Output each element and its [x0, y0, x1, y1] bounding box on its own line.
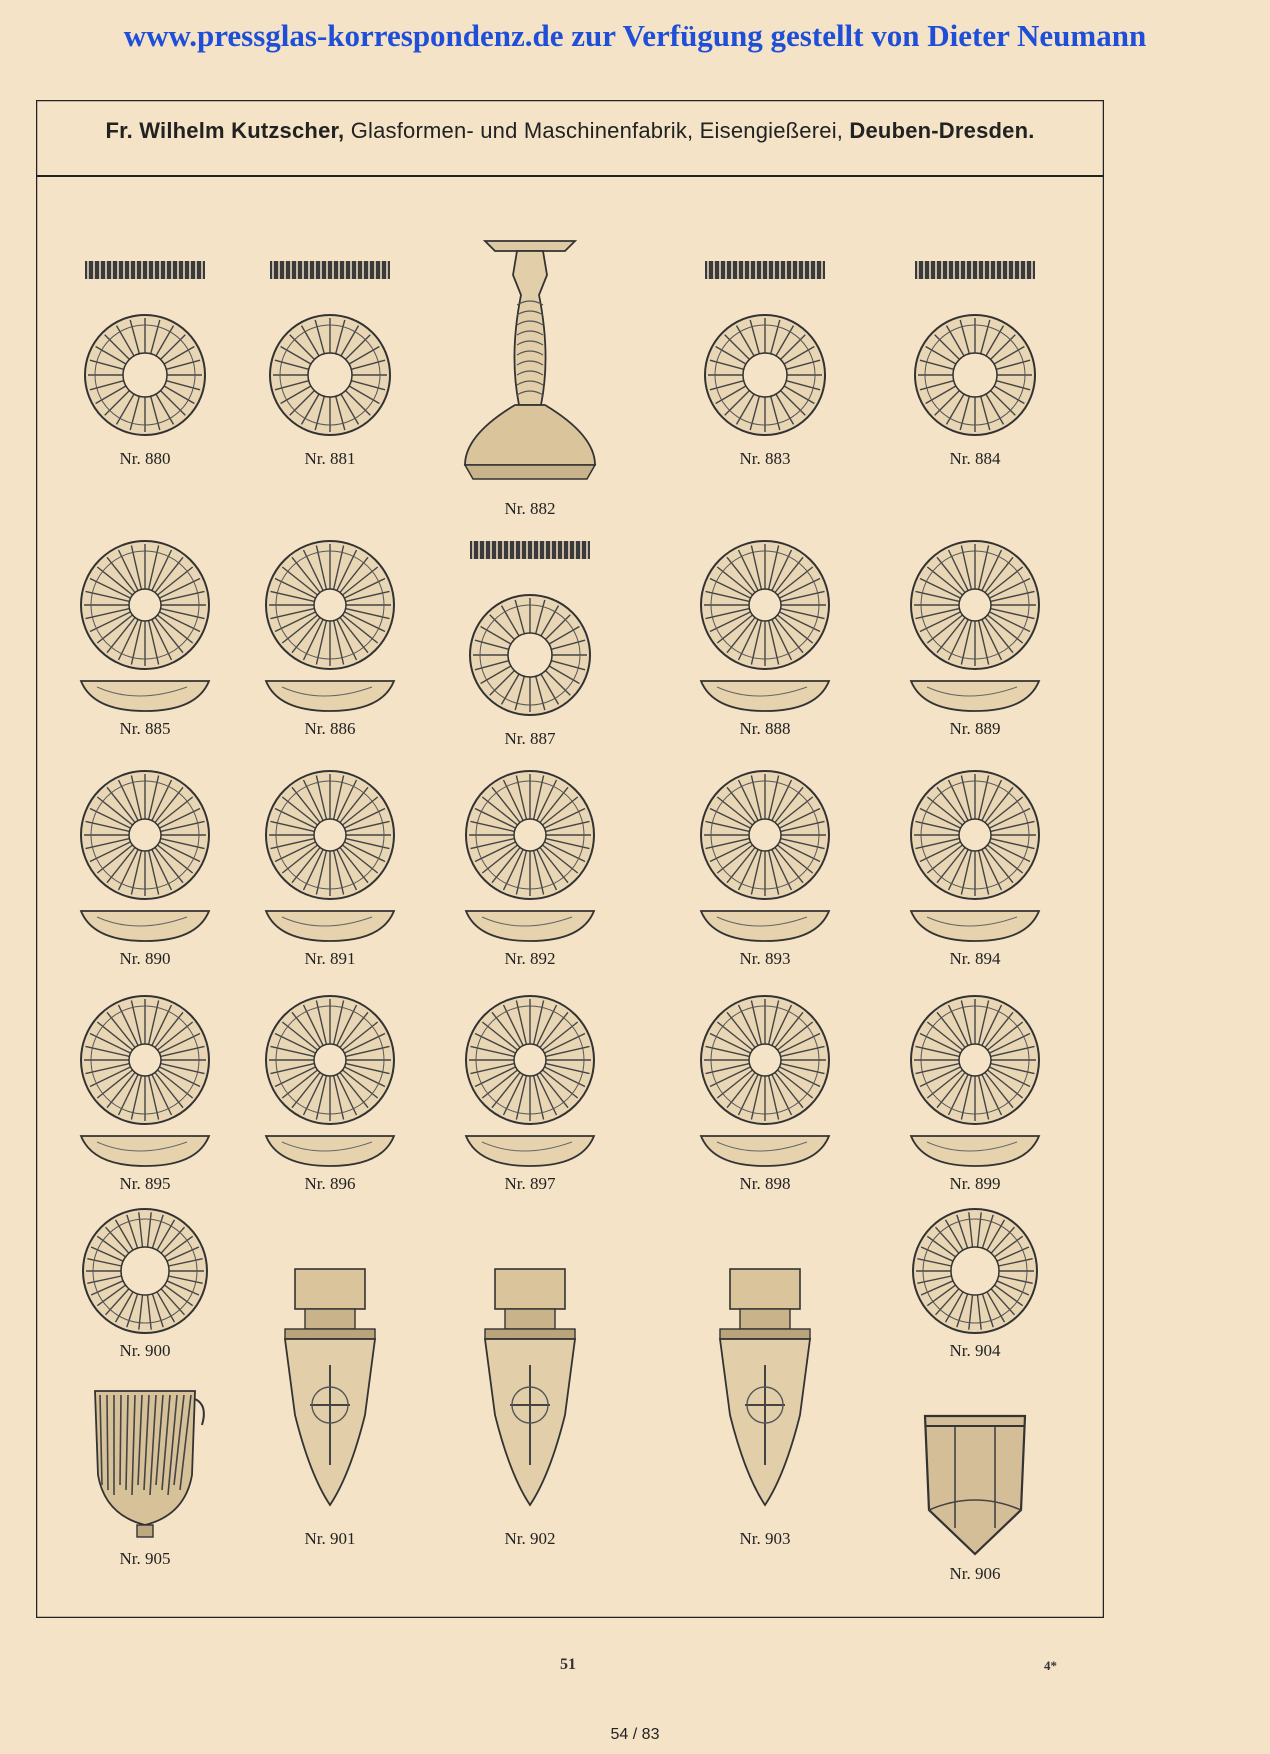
- item-number-label: Nr. 880: [119, 449, 171, 468]
- item-illustration: [900, 255, 1050, 445]
- signature-mark: 4*: [1044, 1658, 1057, 1673]
- item-illustration: [455, 535, 605, 725]
- catalog-item: [255, 990, 405, 1194]
- catalog-item: [455, 1265, 605, 1549]
- item-illustration: [900, 1205, 1050, 1337]
- item-illustration: [70, 535, 220, 715]
- company-description: Glasformen- und Maschinenfabrik, Eisengießerei,: [350, 118, 844, 143]
- catalog-item: [455, 535, 605, 749]
- item-illustration: [690, 765, 840, 945]
- catalog-item: [690, 255, 840, 469]
- catalog-item: [70, 1385, 220, 1569]
- catalog-item: [255, 255, 405, 469]
- item-number-label: Nr. 904: [949, 1341, 1001, 1360]
- item-number-label: Nr. 901: [304, 1529, 356, 1548]
- catalog-item: [900, 990, 1050, 1194]
- item-number-label: Nr. 896: [304, 1174, 356, 1193]
- company-header: [36, 118, 1104, 144]
- item-number-label: Nr. 889: [949, 719, 1001, 738]
- item-illustration: [70, 1385, 220, 1545]
- item-illustration: [690, 1265, 840, 1525]
- catalog-item: [70, 1205, 220, 1361]
- pdf-page-counter: 54 / 83: [610, 1726, 660, 1743]
- item-illustration: [70, 990, 220, 1170]
- item-number-label: Nr. 897: [504, 1174, 556, 1193]
- item-illustration: [255, 990, 405, 1170]
- item-number-label: Nr. 893: [739, 949, 791, 968]
- catalog-item: [900, 1410, 1050, 1584]
- item-illustration: [455, 1265, 605, 1525]
- item-illustration: [255, 765, 405, 945]
- item-number-label: Nr. 887: [504, 729, 556, 748]
- item-number-label: Nr. 906: [949, 1564, 1001, 1583]
- item-number-label: Nr. 882: [504, 499, 556, 518]
- item-illustration: [900, 990, 1050, 1170]
- catalog-item: [690, 765, 840, 969]
- catalog-item: [900, 1205, 1050, 1361]
- item-illustration: [255, 255, 405, 445]
- item-illustration: [70, 765, 220, 945]
- item-number-label: Nr. 899: [949, 1174, 1001, 1193]
- catalog-item: [455, 765, 605, 969]
- item-number-label: Nr. 885: [119, 719, 171, 738]
- catalog-item: [455, 235, 605, 519]
- item-number-label: Nr. 883: [739, 449, 791, 468]
- catalog-item: [690, 535, 840, 739]
- item-illustration: [255, 1265, 405, 1525]
- catalog-item: [70, 255, 220, 469]
- catalog-item: [70, 765, 220, 969]
- item-number-label: Nr. 902: [504, 1529, 556, 1548]
- catalog-item: [900, 765, 1050, 969]
- catalog-item: [690, 1265, 840, 1549]
- item-illustration: [70, 1205, 220, 1337]
- item-number-label: Nr. 892: [504, 949, 556, 968]
- page-number: 51: [560, 1656, 576, 1673]
- catalog-item: [255, 765, 405, 969]
- catalog-item: [255, 535, 405, 739]
- company-location: Deuben-Dresden.: [849, 118, 1035, 143]
- item-number-label: Nr. 888: [739, 719, 791, 738]
- catalog-item: [900, 535, 1050, 739]
- item-illustration: [455, 235, 605, 495]
- item-number-label: Nr. 903: [739, 1529, 791, 1548]
- catalog-item: [690, 990, 840, 1194]
- item-number-label: Nr. 890: [119, 949, 171, 968]
- item-number-label: Nr. 900: [119, 1341, 171, 1360]
- item-number-label: Nr. 894: [949, 949, 1001, 968]
- catalog-item: [900, 255, 1050, 469]
- catalog-item: [70, 535, 220, 739]
- source-link[interactable]: www.pressglas-korrespondenz.de zur Verfügung gestellt von Dieter Neumann: [123, 18, 1147, 53]
- item-illustration: [900, 535, 1050, 715]
- item-number-label: Nr. 895: [119, 1174, 171, 1193]
- item-illustration: [690, 535, 840, 715]
- item-number-label: Nr. 905: [119, 1549, 171, 1568]
- company-name: Fr. Wilhelm Kutzscher,: [105, 118, 345, 143]
- catalog-item: [70, 990, 220, 1194]
- item-number-label: Nr. 881: [304, 449, 356, 468]
- item-illustration: [455, 765, 605, 945]
- item-illustration: [690, 990, 840, 1170]
- item-number-label: Nr. 884: [949, 449, 1001, 468]
- catalog-item: [255, 1265, 405, 1549]
- item-illustration: [255, 535, 405, 715]
- item-illustration: [690, 255, 840, 445]
- item-number-label: Nr. 891: [304, 949, 356, 968]
- item-illustration: [900, 1410, 1050, 1560]
- item-illustration: [900, 765, 1050, 945]
- item-number-label: Nr. 898: [739, 1174, 791, 1193]
- item-number-label: Nr. 886: [304, 719, 356, 738]
- catalog-item: [455, 990, 605, 1194]
- item-illustration: [70, 255, 220, 445]
- item-illustration: [455, 990, 605, 1170]
